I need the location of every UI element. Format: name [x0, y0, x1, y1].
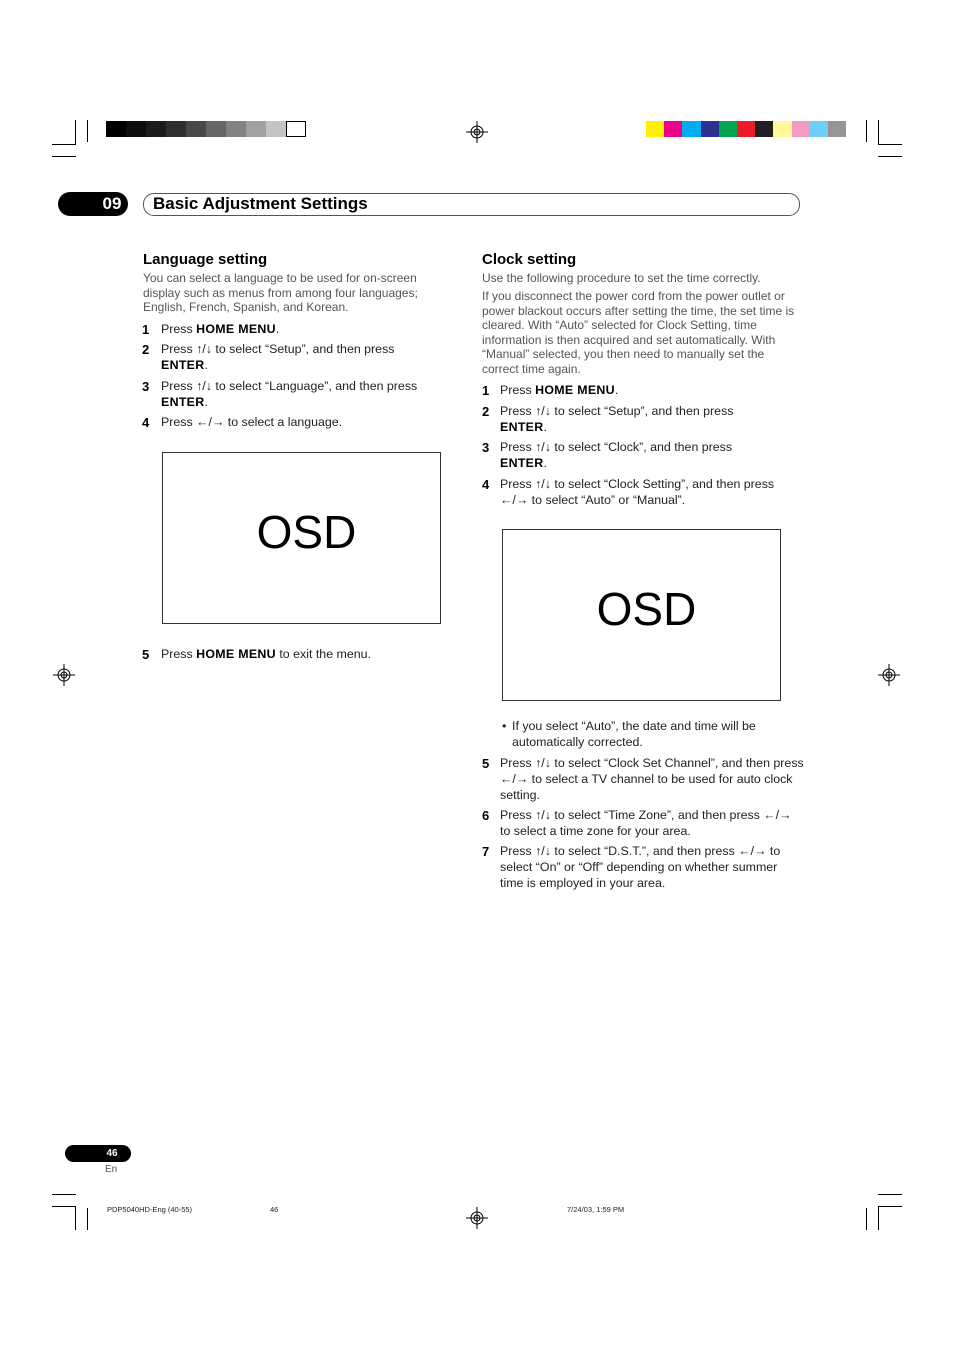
chapter-title: Basic Adjustment Settings — [153, 194, 368, 213]
crop-mark — [75, 120, 76, 145]
step-number: 6 — [482, 808, 490, 823]
calibration-swatch — [646, 121, 664, 137]
crop-mark — [75, 1206, 76, 1230]
language-intro: You can select a language to be used for on-screen display such as menus from among four languages; English, French, Spanish, and Korean. — [143, 271, 418, 315]
calibration-swatch — [206, 121, 226, 137]
calibration-swatch — [737, 121, 755, 137]
step-number: 4 — [482, 477, 490, 492]
crop-mark — [878, 1206, 902, 1207]
crop-mark — [878, 1206, 879, 1230]
crop-mark — [52, 156, 76, 157]
crop-mark — [52, 144, 76, 145]
crop-mark — [878, 144, 902, 145]
clock-step-7: Press ↑/↓ to select “D.S.T.”, and then press ←/→ to select “On” or “Off” depending on whether summer time is employed in your area. — [500, 844, 781, 890]
step-number: 5 — [142, 647, 150, 662]
osd-placeholder-label: OSD — [596, 583, 697, 635]
clock-step-3: Press ↑/↓ to select “Clock”, and then press ENTER. — [500, 440, 733, 470]
clock-step-1: Press HOME MENU. — [500, 383, 619, 397]
crop-mark — [878, 120, 879, 145]
crop-mark — [52, 1206, 76, 1207]
crop-mark — [866, 1208, 867, 1230]
sheet-number: 46 — [270, 1205, 279, 1214]
registration-mark-icon — [878, 664, 900, 686]
chapter-number: 09 — [102, 194, 122, 213]
registration-mark-icon — [466, 1207, 488, 1229]
step-number: 2 — [142, 342, 150, 357]
crop-mark — [878, 156, 902, 157]
registration-mark-icon — [53, 664, 75, 686]
calibration-swatch — [719, 121, 737, 137]
calibration-swatch — [166, 121, 186, 137]
calibration-swatch — [106, 121, 126, 137]
clock-step-4: Press ↑/↓ to select “Clock Setting”, and then press ←/→ to select “Auto” or “Manual”. — [500, 477, 775, 507]
bullet-icon: • — [502, 719, 507, 733]
language-step-5: Press HOME MENU to exit the menu. — [161, 647, 371, 661]
clock-auto-note: If you select “Auto”, the date and time will be automatically corrected. — [512, 719, 756, 749]
crop-mark — [87, 1208, 88, 1230]
language-step-3: Press ↑/↓ to select “Language”, and then press ENTER. — [161, 379, 418, 409]
registration-mark-icon — [466, 121, 488, 143]
crop-mark — [878, 1194, 902, 1195]
clock-intro-1: Use the following procedure to set the time correctly. — [482, 271, 761, 285]
crop-mark — [866, 120, 867, 142]
calibration-swatch — [286, 121, 306, 137]
step-number: 4 — [142, 415, 150, 430]
crop-mark — [87, 120, 88, 142]
calibration-swatch — [266, 121, 286, 137]
calibration-swatch — [146, 121, 166, 137]
calibration-swatch — [773, 121, 791, 137]
file-name: PDP5040HD-Eng (40-55) — [107, 1205, 193, 1214]
calibration-swatch — [792, 121, 810, 137]
calibration-swatch — [226, 121, 246, 137]
step-number: 5 — [482, 756, 490, 771]
step-number: 1 — [482, 383, 490, 398]
step-number: 7 — [482, 844, 490, 859]
print-timestamp: 7/24/03, 1:59 PM — [567, 1205, 625, 1214]
clock-step-2: Press ↑/↓ to select “Setup”, and then press ENTER. — [500, 404, 734, 434]
language-step-2: Press ↑/↓ to select “Setup”, and then press ENTER. — [161, 342, 395, 372]
language-code: En — [105, 1164, 118, 1175]
step-number: 1 — [142, 322, 150, 337]
language-setting-heading: Language setting — [143, 251, 268, 268]
calibration-swatch — [682, 121, 700, 137]
step-number: 3 — [482, 440, 490, 455]
calibration-swatch — [126, 121, 146, 137]
step-number: 2 — [482, 404, 490, 419]
calibration-swatch — [810, 121, 828, 137]
crop-mark — [52, 1194, 76, 1195]
clock-setting-heading: Clock setting — [482, 251, 577, 268]
step-number: 3 — [142, 379, 150, 394]
osd-placeholder-label: OSD — [256, 506, 357, 558]
clock-intro-2: If you disconnect the power cord from the power outlet or power blackout occurs after setting the time, the set time is cleared. With “Auto” selected for Clock Setting, time information is then acquired and set automatically. With “Manual” selected, you then need to manually set the correct time again. — [482, 289, 795, 376]
calibration-swatch — [828, 121, 846, 137]
calibration-swatch — [701, 121, 719, 137]
page-number: 46 — [106, 1148, 118, 1159]
calibration-swatch — [246, 121, 266, 137]
calibration-swatch — [186, 121, 206, 137]
clock-step-5: Press ↑/↓ to select “Clock Set Channel”, and then press ←/→ to select a TV channel to be used for auto clock setting. — [500, 756, 804, 802]
clock-step-6: Press ↑/↓ to select “Time Zone”, and then press ←/→ to select a time zone for your area. — [500, 808, 792, 838]
calibration-swatch — [664, 121, 682, 137]
language-step-1: Press HOME MENU. — [161, 322, 280, 336]
language-step-4: Press ←/→ to select a language. — [161, 415, 343, 429]
calibration-swatch — [755, 121, 773, 137]
